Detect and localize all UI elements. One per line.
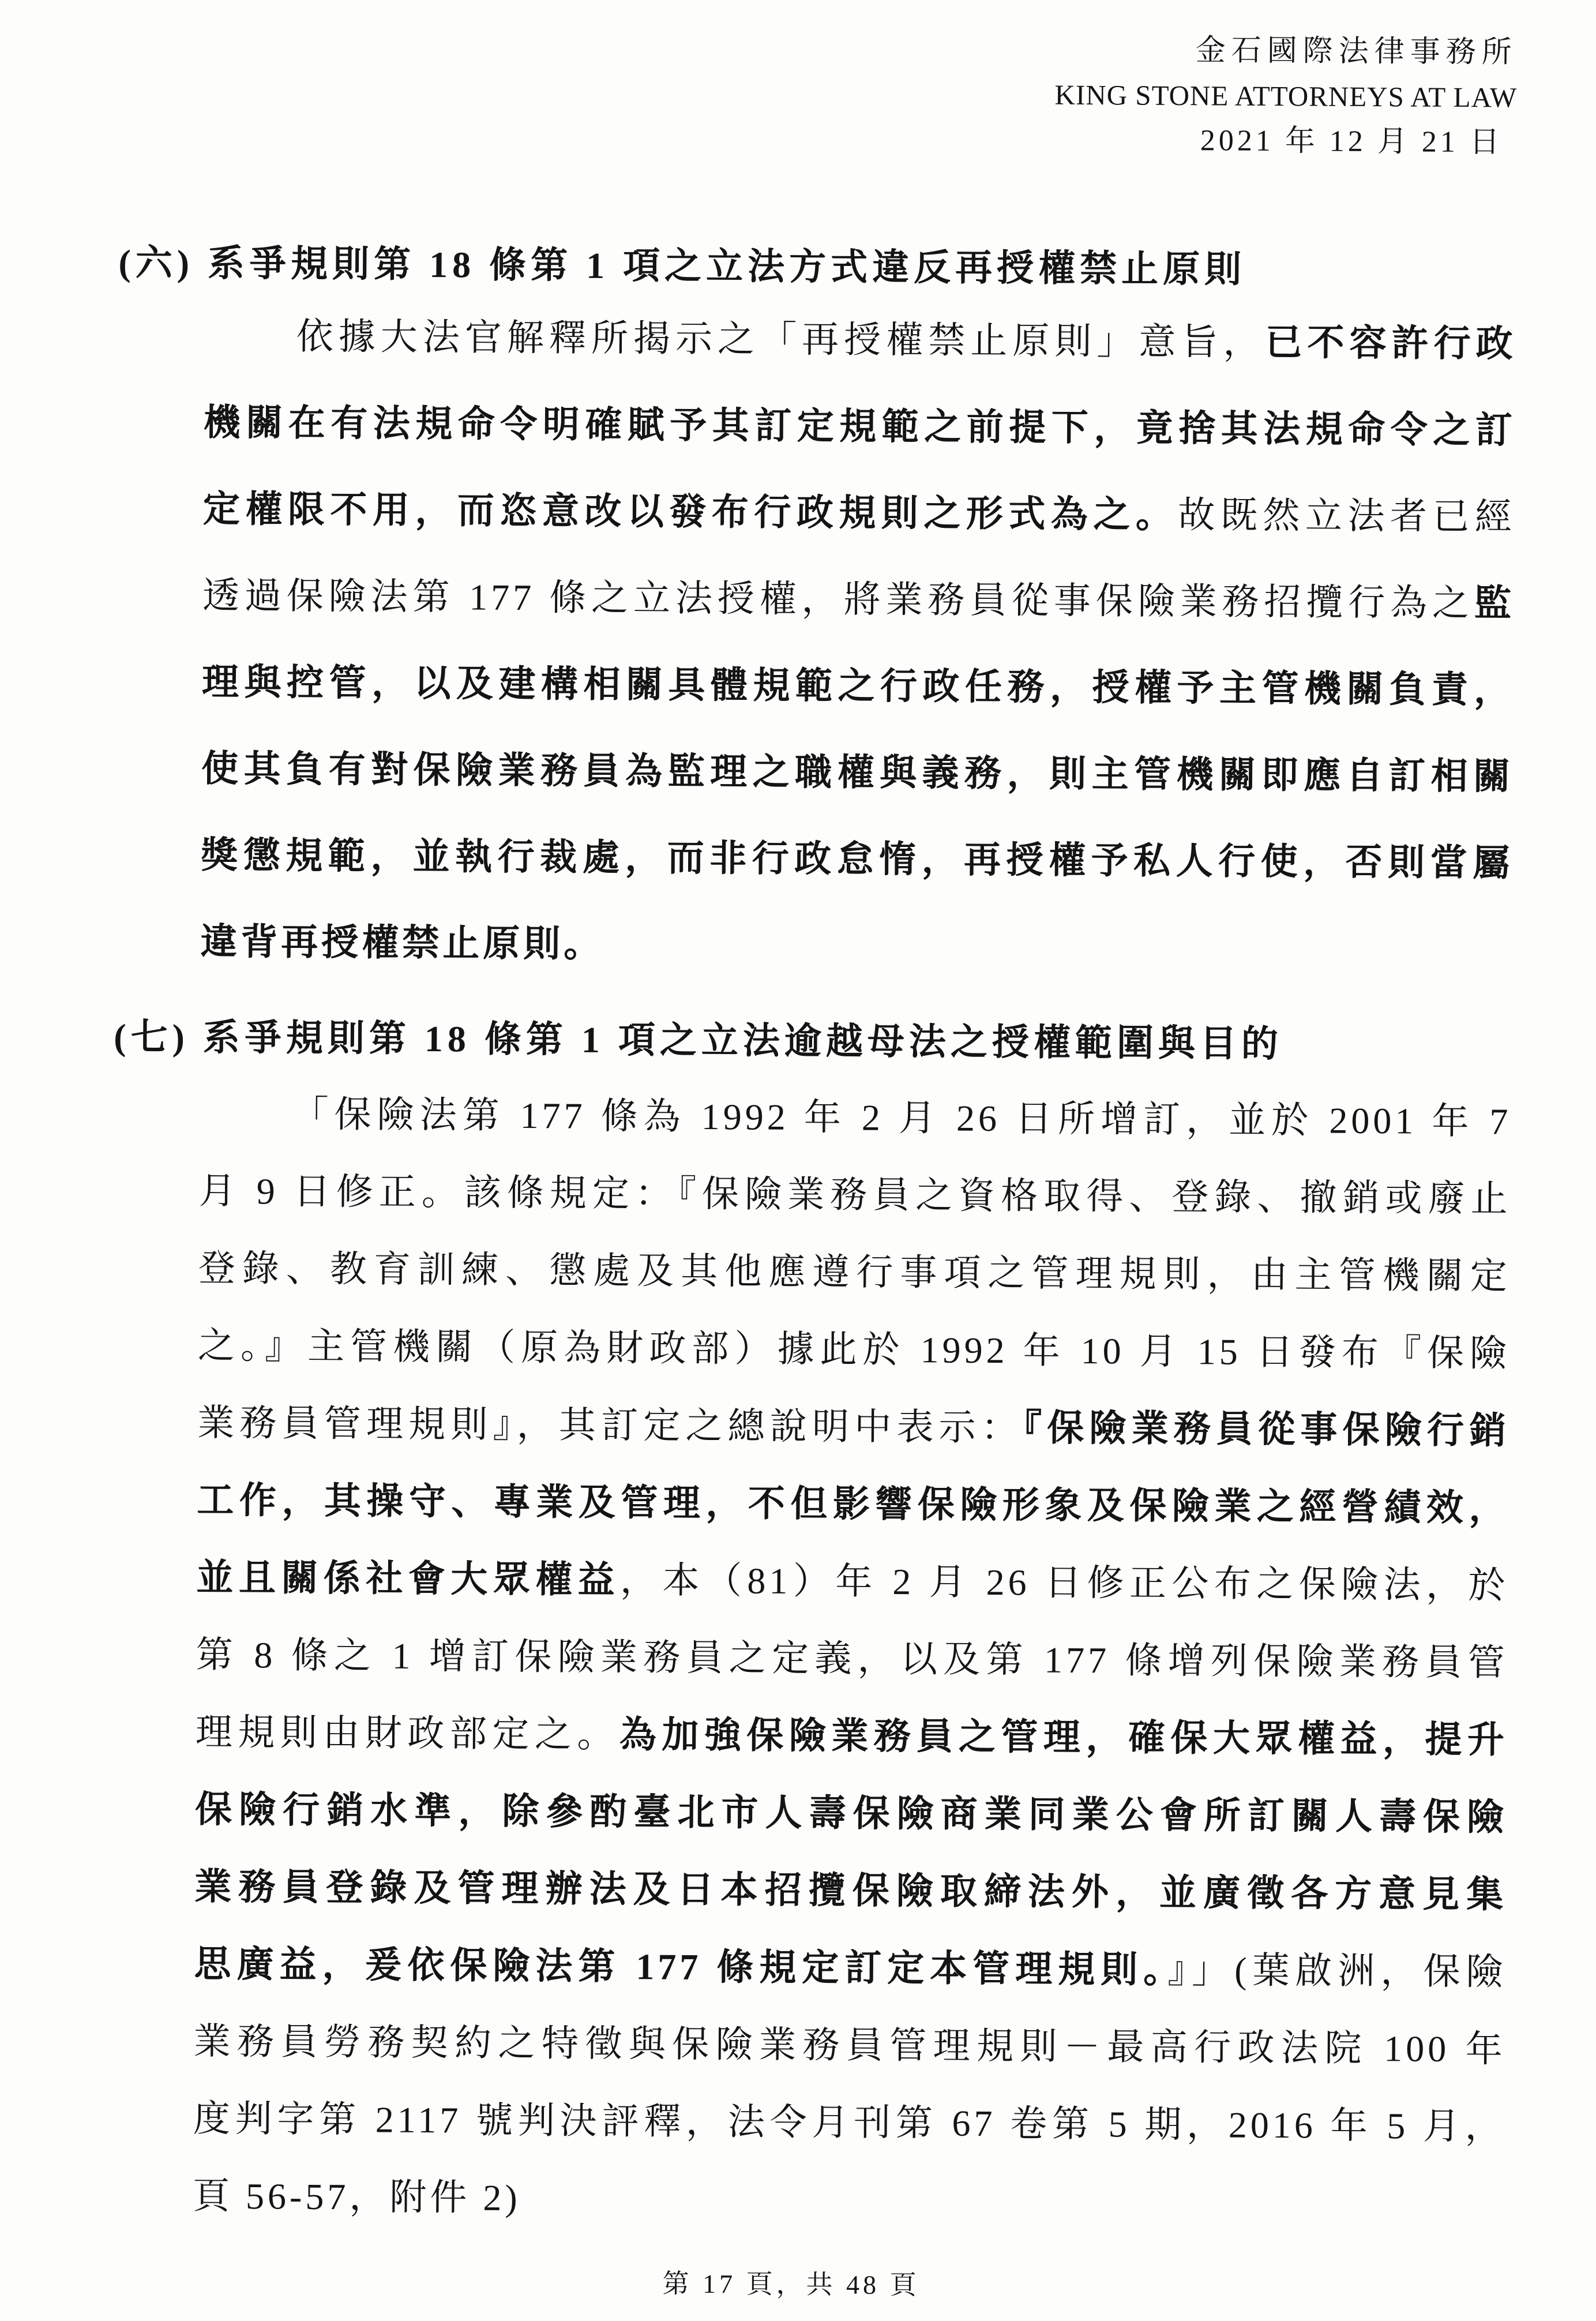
emphasized-text: 工作，其操守、專業及管理，不但影響保險形象及保險業之經營績效， bbox=[197, 1479, 1509, 1529]
emphasized-text: 使其負有對保險業務員為監理之職權與義務，則主管機關即應自訂相關 bbox=[201, 748, 1514, 797]
section-7 bbox=[107, 1017, 1513, 2243]
body-text: 「保險法第 177 條為 1992 年 2 月 26 日所增訂，並於 2001 年 7 bbox=[291, 1093, 1512, 1142]
section-7-heading: (七) 系爭規則第 18 條第 1 項之立法逾越母法之授權範圍與目的 bbox=[114, 1016, 1283, 1065]
emphasized-text: 『保險業務員從事保險行銷 bbox=[1023, 1407, 1510, 1452]
emphasized-text: 為加強保險業務員之管理，確保大眾權益，提升 bbox=[619, 1714, 1508, 1761]
emphasized-text: 業務員登錄及管理辦法及日本招攬保險取締法外，並廣徵各方意見集 bbox=[194, 1866, 1507, 1915]
letterhead bbox=[1054, 28, 1518, 166]
body-text: 業務員勞務契約之特徵與保險業務員管理規則－最高行政法院 100 年 bbox=[193, 2020, 1506, 2070]
body-text: 度判字第 2117 號判決評釋，法令月刊第 67 卷第 5 期，2016 年 5 月， bbox=[193, 2098, 1506, 2147]
body-text: ，本（81）年 2 月 26 日修正公布之保險法，於 bbox=[619, 1559, 1509, 1606]
text-line bbox=[202, 639, 1515, 734]
emphasized-text: 監 bbox=[1474, 583, 1515, 624]
body-text: 登錄、教育訓練、懲處及其他應遵行事項之管理規則，由主管機關定 bbox=[198, 1247, 1511, 1297]
text-line bbox=[196, 1694, 1508, 1779]
text-line bbox=[198, 1230, 1511, 1315]
text-line bbox=[201, 812, 1514, 907]
text-line bbox=[195, 1771, 1508, 1857]
body-text: 月 9 日修正。該條規定：『保險業務員之資格取得、登錄、撤銷或廢止 bbox=[198, 1170, 1511, 1220]
emphasized-text: 思廣益，爰依保險法第 177 條規定訂定本管理規則。 bbox=[194, 1943, 1168, 1990]
page-footer bbox=[0, 2263, 1589, 2307]
body-text: 故既然立法者已經 bbox=[1178, 494, 1516, 538]
text-line bbox=[194, 1926, 1507, 2011]
text-line bbox=[203, 380, 1516, 474]
text-line bbox=[199, 1075, 1512, 1161]
emphasized-text: 並且關係社會大眾權益 bbox=[196, 1557, 621, 1601]
section-6-heading: (六) 系爭規則第 18 條第 1 項之立法方式違反再授權禁止原則 bbox=[118, 242, 1246, 290]
firm-name-zh: 金石國際法律事務所 bbox=[1195, 34, 1518, 69]
body-text: 透過保險法第 177 條之立法授權，將業務員從事保險業務招攬行為之 bbox=[202, 575, 1475, 624]
emphasized-text: 獎懲規範，並執行裁處，而非行政怠惰，再授權予私人行使，否則當屬 bbox=[200, 834, 1514, 884]
body-text: 業務員管理規則』，其訂定之總說明中表示： bbox=[197, 1402, 1024, 1449]
body-text: 』」(葉啟洲，保險 bbox=[1167, 1949, 1507, 1993]
text-line bbox=[202, 466, 1515, 561]
emphasized-text: 已不容許行政 bbox=[1265, 321, 1516, 365]
text-line bbox=[196, 1617, 1508, 1702]
firm-name-en: KING STONE ATTORNEYS AT LAW bbox=[1054, 78, 1518, 114]
text-line bbox=[193, 2158, 1505, 2243]
section-6 bbox=[114, 243, 1518, 993]
text-line bbox=[200, 899, 1513, 993]
emphasized-text: 保險行銷水準，除參酌臺北市人壽保險商業同業公會所訂關人壽保險 bbox=[194, 1788, 1508, 1838]
text-line bbox=[193, 2003, 1506, 2088]
emphasized-text: 機關在有法規命令明確賦予其訂定規範之前提下，竟捨其法規命令之訂 bbox=[203, 402, 1516, 451]
body-text: 之。』主管機關（原為財政部）據此於 1992 年 10 月 15 日發布『保險 bbox=[197, 1325, 1511, 1374]
text-line bbox=[193, 2080, 1505, 2166]
text-line bbox=[196, 1539, 1509, 1625]
page-number: 第 17 頁，共 48 頁 bbox=[662, 2268, 920, 2300]
section-7-body bbox=[193, 1075, 1512, 2243]
text-line bbox=[204, 293, 1516, 388]
text-line bbox=[201, 726, 1514, 820]
emphasized-text: 違背再授權禁止原則。 bbox=[200, 921, 604, 965]
document-date: 2021 年 12 月 21 日 bbox=[1200, 124, 1503, 159]
text-line bbox=[194, 1848, 1507, 1934]
body-text: 理規則由財政部定之。 bbox=[195, 1711, 620, 1756]
body-text: 頁 56-57，附件 2) bbox=[192, 2175, 521, 2219]
text-line bbox=[202, 553, 1515, 647]
body-text: 第 8 條之 1 增訂保險業務員之定義，以及第 177 條增列保險業務員管 bbox=[196, 1634, 1508, 1683]
text-line bbox=[198, 1307, 1511, 1393]
text-line bbox=[198, 1153, 1511, 1238]
section-6-body bbox=[200, 293, 1516, 993]
emphasized-text: 理與控管，以及建構相關具體規範之行政任務，授權予主管機關負責， bbox=[201, 661, 1515, 711]
text-line bbox=[197, 1385, 1510, 1470]
text-line bbox=[197, 1462, 1509, 1547]
body-text: 依據大法官解釋所揭示之「再授權禁止原則」意旨， bbox=[296, 316, 1265, 363]
emphasized-text: 定權限不用，而恣意改以發布行政規則之形式為之。 bbox=[202, 488, 1178, 536]
